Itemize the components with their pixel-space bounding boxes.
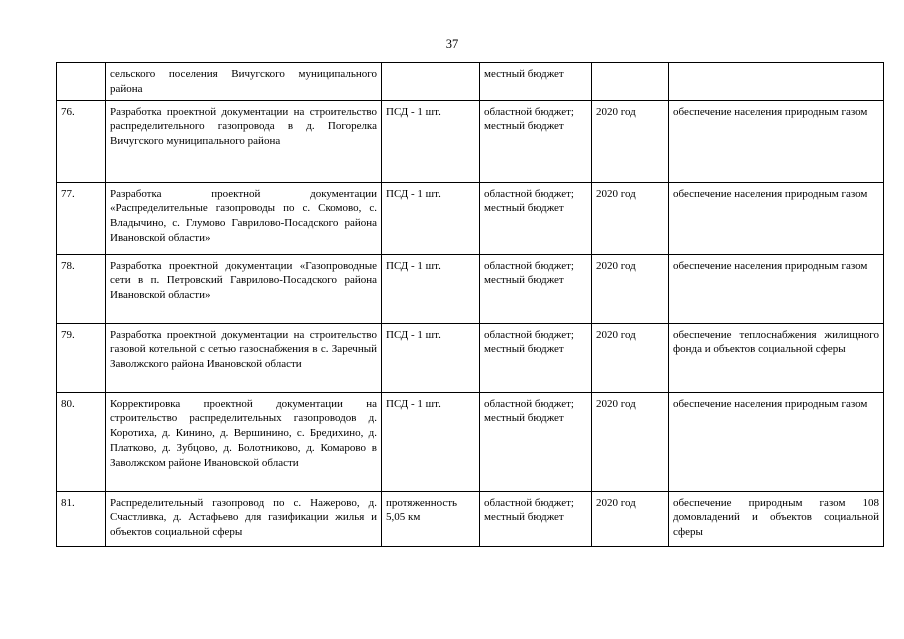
volume-cell: ПСД - 1 шт. [382,182,480,254]
year-cell: 2020 год [592,323,669,392]
funding-source-cell: местный бюджет [480,63,592,101]
year-cell: 2020 год [592,254,669,323]
page-number: 37 [445,37,459,51]
year-cell: 2020 год [592,182,669,254]
table-row [57,254,884,323]
volume-cell: ПСД - 1 шт. [382,100,480,182]
row-number-cell [57,63,106,101]
volume-cell [382,63,480,101]
measure-name-cell: Разработка проектной документации на строительство газовой котельной с сетью газоснабжения в с. Заречный Заволжского района Ивановской области [106,323,382,392]
measure-name-cell: Разработка проектной документации на строительство распределительного газопровода в д. Погорелка Вичугского муниципального района [106,100,382,182]
volume-cell: протяженность 5,05 км [382,491,480,546]
funding-source-cell: областной бюджет; местный бюджет [480,182,592,254]
result-cell: обеспечение природным газом 108 домовладений и объектов социальной сферы [669,491,884,546]
year-cell: 2020 год [592,491,669,546]
measures-table [56,62,884,547]
result-cell: обеспечение теплоснабжения жилищного фонда и объектов социальной сферы [669,323,884,392]
funding-source-cell: областной бюджет; местный бюджет [480,254,592,323]
table-row [57,182,884,254]
measure-name-cell: Разработка проектной документации «Газопроводные сети в п. Петровский Гаврилово-Посадского района Ивановской области» [106,254,382,323]
volume-cell: ПСД - 1 шт. [382,254,480,323]
result-cell: обеспечение населения природным газом [669,254,884,323]
table-row [57,323,884,392]
result-cell: обеспечение населения природным газом [669,392,884,491]
result-cell [669,63,884,101]
measure-name-cell: сельского поселения Вичугского муниципального района [106,63,382,101]
funding-source-cell: областной бюджет; местный бюджет [480,100,592,182]
measure-name-cell: Разработка проектной документации «Распределительные газопроводы по с. Скомово, с. Владычино, с. Глумово Гаврилово-Посадского района Ивановской области» [106,182,382,254]
result-cell: обеспечение населения природным газом [669,182,884,254]
table-row [57,100,884,182]
volume-cell: ПСД - 1 шт. [382,323,480,392]
funding-source-cell: областной бюджет; местный бюджет [480,491,592,546]
year-cell: 2020 год [592,100,669,182]
row-number-cell: 81. [57,491,106,546]
measure-name-cell: Распределительный газопровод по с. Нажерово, д. Счастливка, д. Астафьево для газификации жилья и объектов социальной сферы [106,491,382,546]
result-cell: обеспечение населения природным газом [669,100,884,182]
measure-name-cell: Корректировка проектной документации на строительство распределительных газопроводов д. Коротиха, д. Кинино, д. Вершинино, с. Бредихино, д. Платково, д. Зубцово, д. Болотниково, д. Комарово в Заволжском районе Ивановской области [106,392,382,491]
row-number-cell: 76. [57,100,106,182]
table-row [57,491,884,546]
funding-source-cell: областной бюджет; местный бюджет [480,323,592,392]
table-row-continuation [57,63,884,101]
table-row [57,392,884,491]
volume-cell: ПСД - 1 шт. [382,392,480,491]
funding-source-cell: областной бюджет; местный бюджет [480,392,592,491]
row-number-cell: 78. [57,254,106,323]
row-number-cell: 79. [57,323,106,392]
year-cell [592,63,669,101]
row-number-cell: 80. [57,392,106,491]
row-number-cell: 77. [57,182,106,254]
year-cell: 2020 год [592,392,669,491]
